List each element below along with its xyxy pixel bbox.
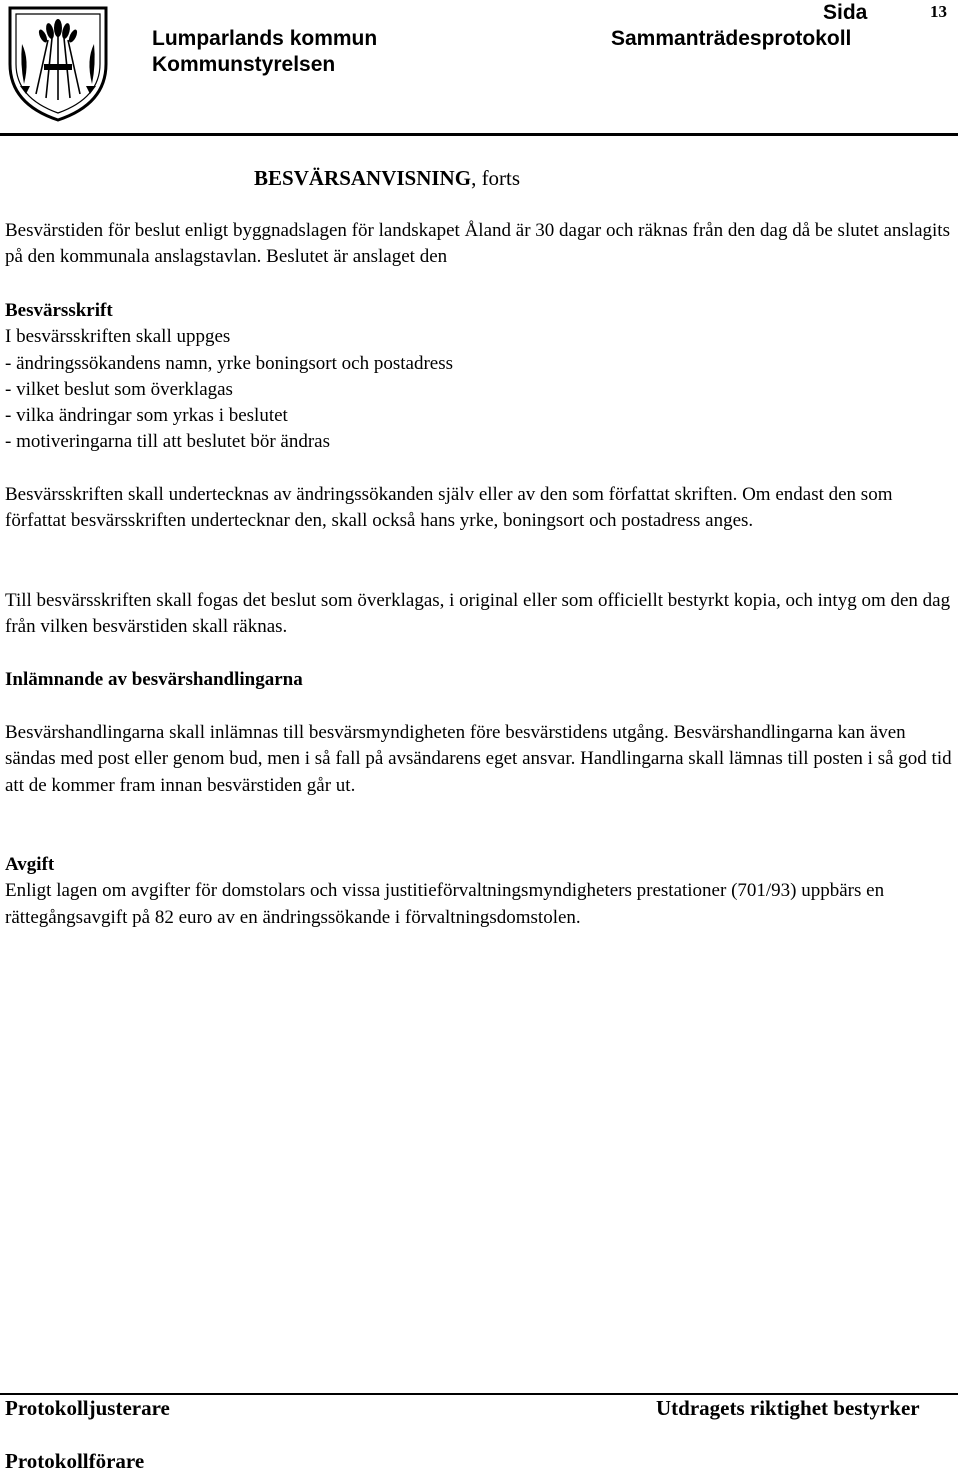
signing-paragraph: Besvärsskriften skall undertecknas av ändringssökanden själv eller av den som författat skriften. Om endast den som författat besvärsskriften undertecknar den, skall också hans yrke, boningsort och postadress anges. <box>5 484 893 532</box>
attachment-paragraph: Till besvärsskriften skall fogas det beslut som överklagas, i original eller som officiellt bestyrkt kopia, och intyg om den dag från vilken besvärstiden skall räknas. <box>5 590 951 638</box>
intro-paragraph: Besvärstiden för beslut enligt byggnadslagen för landskapet Åland är 30 dagar och räknas från den dag då be slutet anslagits på den kommunala anslagstavlan. Beslutet är anslaget den <box>5 220 950 268</box>
page-label: Sida <box>823 1 868 24</box>
utdrag-bestyrker-label: Utdragets riktighet bestyrker <box>656 1396 920 1420</box>
coat-of-arms-icon <box>6 4 110 124</box>
organisation-unit: Kommunstyrelsen <box>152 53 336 76</box>
besvarsskrift-section <box>5 298 955 456</box>
list-item: - vilket beslut som överklagas <box>5 378 233 400</box>
besvarsskrift-lead: I besvärsskriften skall uppges <box>5 326 231 348</box>
list-item: - motiveringarna till att beslutet bör ändras <box>5 431 331 453</box>
avgift-paragraph: Enligt lagen om avgifter för domstolars och vissa justitieförvaltningsmyndigheters prestationer (701/93) uppbärs en rättegångsavgift på 82 euro av en ändringssökande i förvaltningsdomstolen. <box>5 880 885 928</box>
header-divider <box>0 133 958 136</box>
inlamnande-heading: Inlämnande av besvärshandlingarna <box>5 669 303 690</box>
list-item: - ändringssökandens namn, yrke boningsort och postadress <box>5 352 454 374</box>
title-main: BESVÄRSANVISNING <box>254 166 472 190</box>
besvarsskrift-heading: Besvärsskrift <box>5 300 113 321</box>
protokolljusterare-label: Protokolljusterare <box>5 1396 170 1420</box>
document-type: Sammanträdesprotokoll <box>611 27 852 50</box>
avgift-section <box>5 852 955 931</box>
page-number: 13 <box>930 2 947 21</box>
avgift-heading: Avgift <box>5 854 55 875</box>
document-title <box>254 165 520 191</box>
title-suffix: , forts <box>471 166 521 190</box>
protokollforare-label: Protokollförare <box>5 1449 145 1473</box>
organisation-name: Lumparlands kommun <box>152 27 378 50</box>
inlamnande-paragraph: Besvärshandlingarna skall inlämnas till besvärsmyndigheten före besvärstidens utgång. Besvärshandlingarna kan även sändas med post eller genom bud, men i så fall på avsändarens eget ansvar. Handlingarna skall lämnas till posten i så god tid att de kommer fram innan besvärstiden går ut. <box>5 722 952 796</box>
list-item: - vilka ändringar som yrkas i beslutet <box>5 405 288 427</box>
